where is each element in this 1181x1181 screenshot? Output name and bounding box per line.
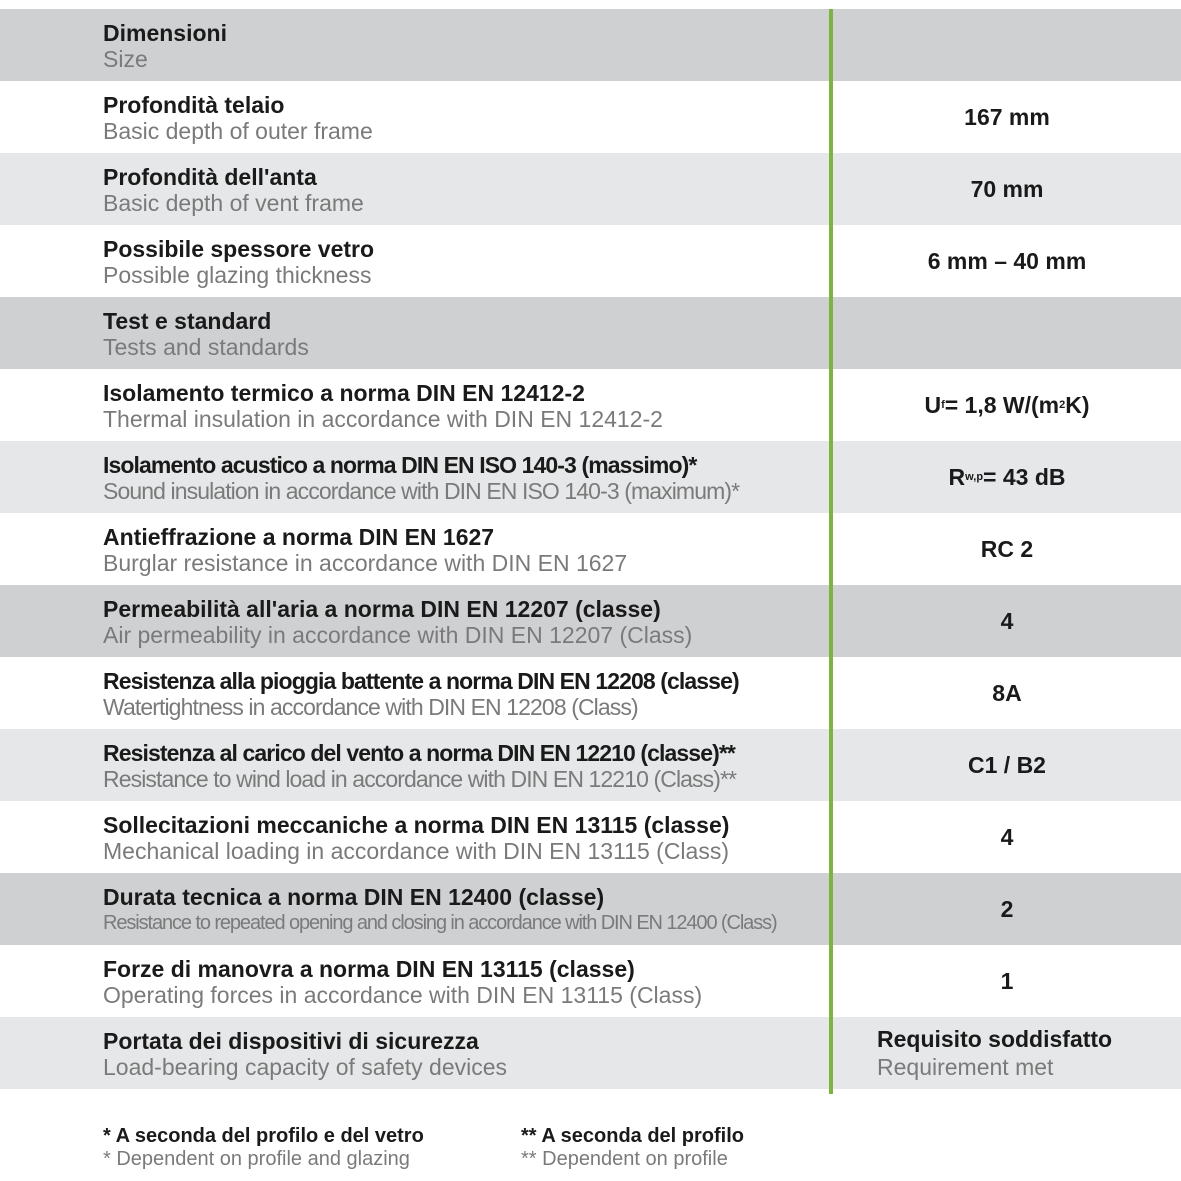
spec-row-glazing-thickness: [0, 225, 1181, 297]
value-subscript: f: [941, 399, 945, 411]
spec-row-watertightness: [0, 657, 1181, 729]
value-superscript: 2: [1059, 399, 1066, 411]
spec-value: 2: [1000, 895, 1014, 922]
label-italian: Isolamento acustico a norma DIN EN ISO 140-3 (massimo)*: [103, 452, 697, 478]
label-english: Basic depth of vent frame: [103, 190, 364, 216]
spec-value: C1 / B2: [968, 751, 1046, 778]
label-italian: Durata tecnica a norma DIN EN 12400 (classe): [103, 884, 605, 910]
label-italian: Resistenza al carico del vento a norma DIN EN 12210 (classe)**: [103, 740, 735, 766]
label-english: Resistance to repeated opening and closing in accordance with DIN EN 12400 (Class): [103, 912, 777, 934]
label-english: Sound insulation in accordance with DIN EN ISO 140-3 (maximum)*: [103, 478, 740, 504]
label-english: Tests and standards: [103, 334, 309, 360]
label-english: Thermal insulation in accordance with DIN EN 12412-2: [103, 406, 663, 432]
row-label: [103, 884, 823, 936]
row-label: [103, 380, 823, 432]
section-header-size: [0, 9, 1181, 81]
green-column-divider: [829, 9, 833, 1094]
spec-row-wind-load: [0, 729, 1181, 801]
value-italian: Requisito soddisfatto: [877, 1026, 1113, 1052]
row-label: [103, 20, 823, 72]
row-label: [103, 596, 823, 648]
label-english: Operating forces in accordance with DIN EN 13115 (Class): [103, 982, 703, 1008]
spec-value: [833, 441, 1181, 513]
label-italian: Profondità dell'anta: [103, 164, 317, 190]
row-label: [103, 308, 823, 360]
specs-table: [0, 9, 1181, 1089]
spec-row-air-permeability: [0, 585, 1181, 657]
spec-value: 4: [1000, 607, 1014, 634]
value-subscript: w,p: [965, 471, 984, 483]
label-italian: Dimensioni: [103, 20, 227, 46]
spec-row-vent-depth: [0, 153, 1181, 225]
row-label: [103, 452, 823, 504]
label-italian: Resistenza alla pioggia battente a norma DIN EN 12208 (classe): [103, 668, 739, 694]
label-italian: Test e standard: [103, 308, 272, 334]
label-italian: Permeabilità all'aria a norma DIN EN 12207 (classe): [103, 596, 661, 622]
row-label: [103, 164, 823, 216]
label-italian: Possibile spessore vetro: [103, 236, 375, 262]
spec-row-sound-insulation: [0, 441, 1181, 513]
footnote-profile: [521, 1125, 744, 1171]
row-label: [103, 740, 823, 792]
label-italian: Forze di manovra a norma DIN EN 13115 (classe): [103, 956, 635, 982]
spec-row-thermal-insulation: [0, 369, 1181, 441]
label-english: Size: [103, 46, 148, 72]
spec-row-repeated-opening: [0, 873, 1181, 945]
value-symbol: U: [924, 391, 942, 418]
footnote-profile-glazing: [103, 1125, 424, 1171]
spec-row-burglar-resistance: [0, 513, 1181, 585]
spec-value: 167 mm: [964, 103, 1050, 130]
value-symbol: R: [948, 463, 966, 490]
label-english: Load-bearing capacity of safety devices: [103, 1054, 508, 1080]
label-italian: Antieffrazione a norma DIN EN 1627: [103, 524, 495, 550]
footnote-english: * Dependent on profile and glazing: [103, 1148, 410, 1170]
label-english: Basic depth of outer frame: [103, 118, 373, 144]
label-english: Watertightness in accordance with DIN EN 12208 (Class): [103, 694, 638, 720]
spec-value: [833, 369, 1181, 441]
section-header-tests: [0, 297, 1181, 369]
spec-row-frame-depth: [0, 81, 1181, 153]
spec-row-operating-forces: [0, 945, 1181, 1017]
value-number: = 1,8 W/(m: [944, 391, 1060, 418]
row-label: [103, 92, 823, 144]
spec-value: 4: [1000, 823, 1014, 850]
label-italian: Profondità telaio: [103, 92, 285, 118]
spec-value: 8A: [992, 679, 1022, 706]
row-label: [103, 236, 823, 288]
spec-value: 6 mm – 40 mm: [927, 247, 1087, 274]
label-english: Air permeability in accordance with DIN EN 12207 (Class): [103, 622, 693, 648]
row-label: [103, 524, 823, 576]
spec-value: [833, 1017, 1181, 1089]
row-label: [103, 812, 823, 864]
footnote-english: ** Dependent on profile: [521, 1148, 728, 1170]
value-number: = 43 dB: [983, 463, 1066, 490]
value-unit: K): [1065, 391, 1090, 418]
footnote-italian: * A seconda del profilo e del vetro: [103, 1125, 424, 1147]
value-english: Requirement met: [877, 1054, 1054, 1080]
footnote-italian: ** A seconda del profilo: [521, 1125, 744, 1147]
row-label: [103, 1028, 823, 1080]
spec-value: 1: [1000, 967, 1014, 994]
spec-row-safety-devices: [0, 1017, 1181, 1089]
label-italian: Isolamento termico a norma DIN EN 12412-2: [103, 380, 585, 406]
label-english: Burglar resistance in accordance with DIN EN 1627: [103, 550, 628, 576]
spec-value: RC 2: [980, 535, 1034, 562]
label-italian: Portata dei dispositivi di sicurezza: [103, 1028, 479, 1054]
row-label: [103, 668, 823, 720]
label-english: Resistance to wind load in accordance with DIN EN 12210 (Class)**: [103, 766, 737, 792]
label-italian: Sollecitazioni meccaniche a norma DIN EN 13115 (classe): [103, 812, 730, 838]
label-english: Possible glazing thickness: [103, 262, 372, 288]
spec-row-mechanical-loading: [0, 801, 1181, 873]
label-english: Mechanical loading in accordance with DIN EN 13115 (Class): [103, 838, 729, 864]
spec-value: 70 mm: [970, 175, 1044, 202]
row-label: [103, 956, 823, 1008]
